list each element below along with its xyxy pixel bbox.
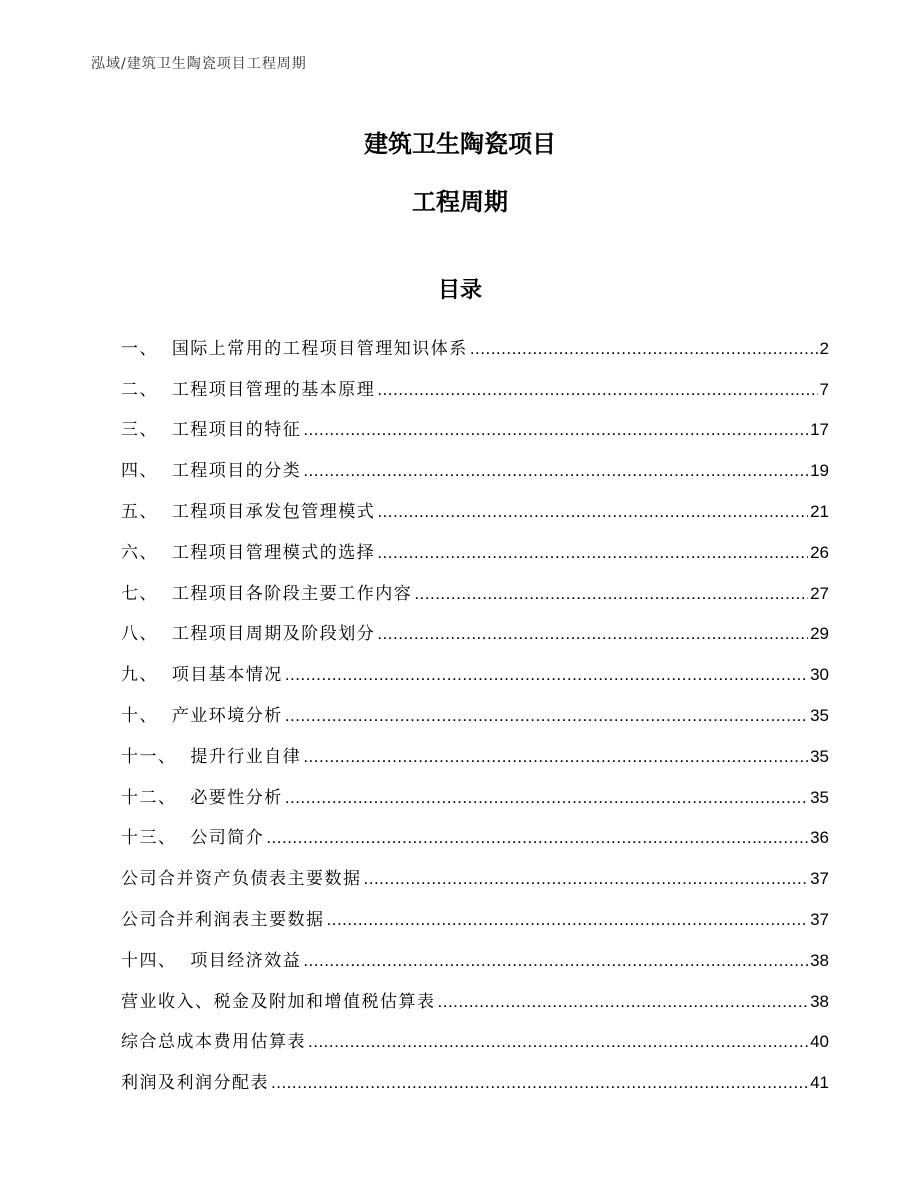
toc-entry-page: 40 xyxy=(810,1032,829,1052)
toc-entry[interactable] xyxy=(121,732,829,773)
toc-entry[interactable] xyxy=(121,936,829,977)
toc-entry-page: 26 xyxy=(810,542,829,562)
toc-leader-dots xyxy=(377,502,808,528)
toc-entry-number: 十三、 xyxy=(121,828,191,849)
toc-entry-page: 19 xyxy=(810,461,829,481)
toc-entry[interactable] xyxy=(121,895,829,936)
toc-entry-label: 工程项目的特征 xyxy=(171,420,302,441)
toc-leader-dots xyxy=(414,584,808,610)
toc-entry[interactable] xyxy=(121,446,829,487)
toc-entry-page: 29 xyxy=(810,624,829,644)
toc-entry-number: 三、 xyxy=(121,420,172,441)
toc-entry-page: 38 xyxy=(810,950,829,970)
toc-entry[interactable] xyxy=(121,528,829,569)
toc-entry-page: 35 xyxy=(810,705,829,725)
toc-entry-number: 十四、 xyxy=(121,950,191,971)
toc-entry-page: 30 xyxy=(810,665,829,685)
toc-entry-label: 项目基本情况 xyxy=(171,665,283,686)
toc-entry[interactable] xyxy=(121,1058,829,1099)
toc-entry-page: 17 xyxy=(810,420,829,440)
toc-leader-dots xyxy=(303,951,808,977)
toc-entry[interactable] xyxy=(121,977,829,1018)
running-header: 泓域/建筑卫生陶瓷项目工程周期 xyxy=(91,56,307,72)
toc-entry-label: 工程项目承发包管理模式 xyxy=(171,501,376,522)
toc-entry-page: 36 xyxy=(810,828,829,848)
toc-entry[interactable] xyxy=(121,610,829,651)
toc-entry-number: 八、 xyxy=(121,624,172,645)
toc-entry[interactable] xyxy=(121,814,829,855)
toc-entry-page: 27 xyxy=(810,583,829,603)
toc-leader-dots xyxy=(303,420,808,446)
toc-entry-number: 十、 xyxy=(121,705,172,726)
toc-leader-dots xyxy=(470,339,818,365)
toc-entry[interactable] xyxy=(121,487,829,528)
toc-leader-dots xyxy=(285,788,808,814)
toc-entry-number: 十二、 xyxy=(121,787,191,808)
toc-leader-dots xyxy=(327,910,809,936)
toc-entry[interactable] xyxy=(121,324,829,365)
toc-entry-number: 九、 xyxy=(121,665,172,686)
toc-leader-dots xyxy=(303,747,808,773)
toc-entry-label: 公司简介 xyxy=(190,828,265,849)
toc-entry-page: 21 xyxy=(810,501,829,521)
toc-entry[interactable] xyxy=(121,365,829,406)
toc-leader-dots xyxy=(266,828,808,854)
toc-entry[interactable] xyxy=(121,569,829,610)
toc-entry-label: 必要性分析 xyxy=(190,787,283,808)
toc-entry-page: 37 xyxy=(810,869,829,889)
toc-leader-dots xyxy=(377,380,817,406)
toc-entry-label: 工程项目管理模式的选择 xyxy=(171,542,376,563)
toc-entry-label: 公司合并资产负债表主要数据 xyxy=(121,869,362,890)
toc-entry[interactable] xyxy=(121,773,829,814)
toc-entry-page: 2 xyxy=(819,338,829,358)
toc-leader-dots xyxy=(271,1073,808,1099)
toc-entry-page: 37 xyxy=(810,909,829,929)
toc-leader-dots xyxy=(308,1032,808,1058)
toc-entry-label: 利润及利润分配表 xyxy=(121,1073,269,1094)
toc-heading: 目录 xyxy=(437,278,482,303)
toc-leader-dots xyxy=(377,543,808,569)
toc-entry-label: 综合总成本费用估算表 xyxy=(121,1032,306,1053)
toc-entry-page: 35 xyxy=(810,746,829,766)
toc-entry[interactable] xyxy=(121,650,829,691)
toc-entry-page: 7 xyxy=(819,379,829,399)
toc-entry-number: 四、 xyxy=(121,461,172,482)
toc-leader-dots xyxy=(285,706,808,732)
toc-entry-number: 一、 xyxy=(121,338,172,359)
toc-entry-number: 五、 xyxy=(121,501,172,522)
toc-entry-page: 35 xyxy=(810,787,829,807)
table-of-contents xyxy=(121,324,829,1099)
toc-entry-number: 六、 xyxy=(121,542,172,563)
toc-entry-label: 工程项目的分类 xyxy=(171,461,302,482)
toc-leader-dots xyxy=(364,869,809,895)
toc-entry-label: 提升行业自律 xyxy=(190,746,302,767)
toc-entry[interactable] xyxy=(121,1018,829,1059)
toc-entry-page: 41 xyxy=(810,1073,829,1093)
toc-entry[interactable] xyxy=(121,406,829,447)
toc-leader-dots xyxy=(303,461,808,487)
toc-entry[interactable] xyxy=(121,854,829,895)
toc-entry-label: 公司合并利润表主要数据 xyxy=(121,909,325,930)
document-title: 建筑卫生陶瓷项目 xyxy=(364,130,556,158)
toc-entry-number: 七、 xyxy=(121,583,172,604)
toc-entry-number: 十一、 xyxy=(121,746,191,767)
toc-entry-label: 工程项目各阶段主要工作内容 xyxy=(171,583,413,604)
toc-entry-page: 38 xyxy=(810,991,829,1011)
toc-entry-number: 二、 xyxy=(121,379,172,400)
toc-entry-label: 项目经济效益 xyxy=(190,950,302,971)
toc-entry-label: 工程项目周期及阶段划分 xyxy=(171,624,376,645)
toc-leader-dots xyxy=(285,665,808,691)
toc-entry-label: 营业收入、税金及附加和增值税估算表 xyxy=(121,991,436,1012)
toc-entry-label: 工程项目管理的基本原理 xyxy=(171,379,376,400)
toc-leader-dots xyxy=(377,624,808,650)
toc-entry-label: 国际上常用的工程项目管理知识体系 xyxy=(171,338,468,359)
toc-leader-dots xyxy=(438,992,809,1018)
toc-entry-label: 产业环境分析 xyxy=(171,705,283,726)
document-subtitle: 工程周期 xyxy=(412,188,508,216)
toc-entry[interactable] xyxy=(121,691,829,732)
